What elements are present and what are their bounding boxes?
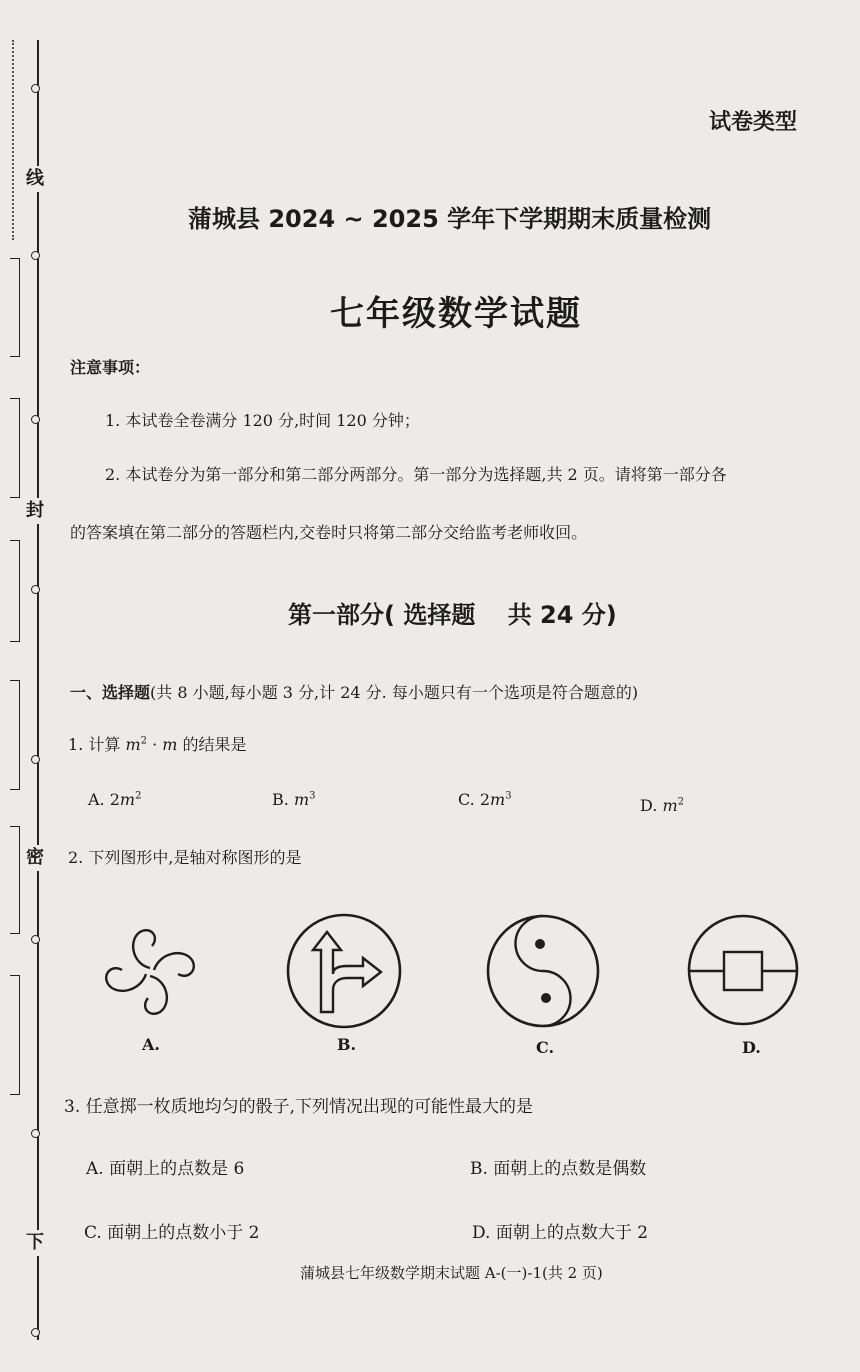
info-box-bracket: [10, 258, 20, 357]
subject-title: 七年级数学试题: [330, 294, 582, 334]
part1-title: 第一部分( 选择题 共 24 分): [288, 601, 617, 629]
figure-label-d: D.: [742, 1038, 761, 1057]
q3-option-a: A. 面朝上的点数是 6: [86, 1159, 245, 1179]
binding-hole: [31, 935, 40, 944]
yin-yang-curve: [516, 916, 571, 1026]
pinwheel-petal: [106, 968, 146, 991]
exam-title: 蒲城县 2024 ~ 2025 学年下学期期末质量检测: [188, 205, 712, 233]
q1-exponent: 2: [140, 735, 147, 747]
notice-item-2: 2. 本试卷分为第一部分和第二部分两部分。第一部分为选择题,共 2 页。请将第一部分各: [105, 465, 727, 484]
section1-heading: [70, 680, 638, 703]
option-label: C. 2: [458, 790, 491, 809]
yin-yang-dot: [541, 993, 551, 1003]
q1-var-m: m: [162, 735, 178, 754]
info-box-bracket: [10, 826, 20, 934]
question-2-stem: 2. 下列图形中,是轴对称图形的是: [68, 848, 302, 867]
question-1-stem: [68, 732, 247, 755]
q3-option-b: B. 面朝上的点数是偶数: [470, 1159, 647, 1179]
q3-option-d: D. 面朝上的点数大于 2: [472, 1223, 649, 1243]
coin-square: [724, 952, 762, 990]
section1-desc: (共 8 小题,每小题 3 分,计 24 分. 每小题只有一个选项是符合题意的): [150, 683, 639, 702]
notice-item-1: 1. 本试卷全卷满分 120 分,时间 120 分钟；: [105, 411, 420, 430]
q1-option-d: [640, 796, 684, 815]
figure-b-road-sign: [283, 912, 405, 1030]
margin-label-seal: 封: [26, 498, 44, 524]
binding-line: [37, 40, 39, 1340]
q1-option-a: [88, 790, 141, 809]
pinwheel-petal: [133, 930, 155, 968]
q3-option-c: C. 面朝上的点数小于 2: [84, 1223, 260, 1243]
figure-label-c: C.: [536, 1038, 555, 1057]
figure-label-b: B.: [337, 1035, 357, 1054]
pinwheel-petal: [154, 953, 194, 976]
binding-hole: [31, 1328, 40, 1337]
info-box-bracket: [10, 540, 20, 642]
option-exp: 3: [505, 790, 512, 802]
binding-hole: [31, 585, 40, 594]
binding-hole: [31, 1129, 40, 1138]
binding-hole: [31, 415, 40, 424]
binding-hole: [31, 84, 40, 93]
option-exp: 2: [135, 790, 142, 802]
binding-hole: [31, 755, 40, 764]
figure-d-coin: [686, 910, 800, 1030]
info-box-bracket: [10, 398, 20, 498]
option-var: m: [119, 790, 136, 809]
option-var: m: [662, 796, 678, 815]
pinwheel-petal: [145, 976, 167, 1014]
page-footer: 蒲城县七年级数学期末试题 A-(一)-1(共 2 页): [300, 1264, 603, 1282]
option-label: B.: [272, 790, 294, 809]
figure-c-yin-yang: [484, 910, 602, 1032]
option-label: A. 2: [88, 790, 120, 809]
q1-stem-post: 的结果是: [177, 735, 247, 754]
perforation-edge: [0, 40, 14, 240]
margin-label-line: 线: [26, 166, 44, 192]
q1-stem-pre: 1. 计算: [68, 735, 126, 754]
q1-option-b: [272, 790, 315, 809]
option-label: D.: [640, 796, 663, 815]
q1-option-c: [458, 790, 512, 809]
figure-label-a: A.: [142, 1035, 160, 1054]
option-exp: 2: [677, 796, 684, 808]
option-var: m: [490, 790, 506, 809]
notice-heading: 注意事项：: [70, 358, 151, 377]
binding-hole: [31, 251, 40, 260]
option-exp: 3: [309, 790, 316, 802]
arrow-shape: [313, 932, 381, 1012]
question-3-stem: 3. 任意掷一枚质地均匀的骰子,下列情况出现的可能性最大的是: [64, 1097, 534, 1117]
section1-label: 一、选择题: [70, 683, 151, 702]
notice-item-2-cont: 的答案填在第二部分的答题栏内,交卷时只将第二部分交给监考老师收回。: [70, 523, 588, 542]
info-box-bracket: [10, 975, 20, 1095]
figure-a-pinwheel: [88, 918, 212, 1026]
q1-var-m: m: [125, 735, 141, 754]
info-box-bracket: [10, 680, 20, 790]
sign-circle: [288, 915, 400, 1027]
margin-label-down: 下: [26, 1230, 44, 1256]
yin-yang-dot: [535, 939, 545, 949]
margin-label-closed: 密: [26, 845, 44, 871]
paper-type-label: 试卷类型: [709, 110, 798, 135]
q1-dot: ·: [147, 735, 163, 754]
option-var: m: [293, 790, 310, 809]
